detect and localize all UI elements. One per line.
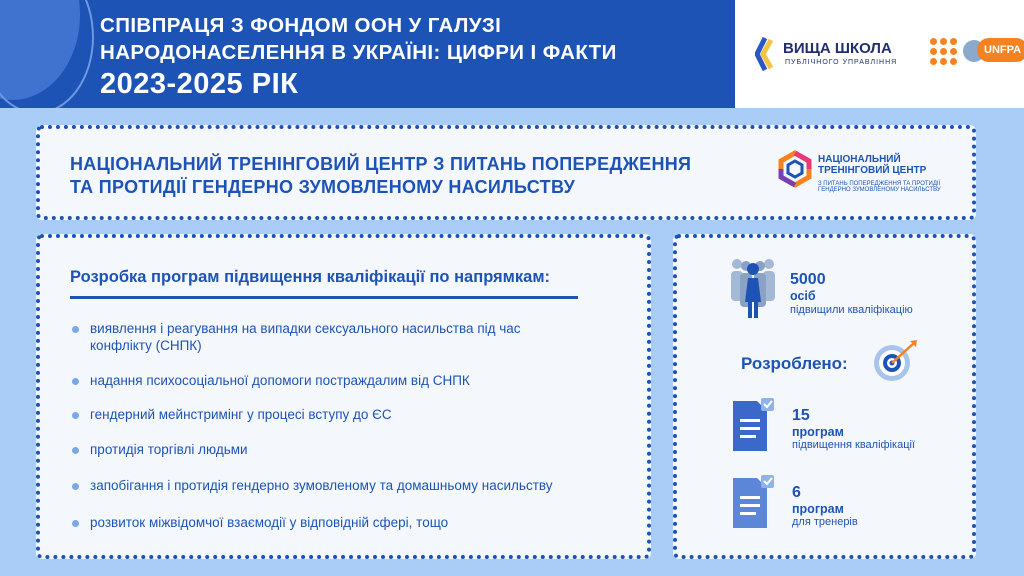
list-item-text: протидія торгівлі людьми <box>90 442 248 457</box>
logo-bar <box>735 0 1024 108</box>
center-logo-icon <box>778 150 812 188</box>
decorative-ring <box>0 0 94 108</box>
people-description: підвищили кваліфікацію <box>790 304 913 316</box>
list-item-text <box>90 320 620 354</box>
bullet-icon <box>72 378 79 385</box>
list-item-line2: конфлікту (СНПК) <box>90 338 202 353</box>
page-title-line1: СПІВПРАЦЯ З ФОНДОМ ООН У ГАЛУЗІ <box>100 14 502 37</box>
programs-unit-1: програм <box>792 425 844 439</box>
vsh-name: ВИЩА ШКОЛА <box>783 40 892 57</box>
document-check-icon <box>731 474 777 532</box>
vsh-mark-icon <box>755 36 777 72</box>
list-item-line1: виявлення і реагування на випадки сексуального насильства під час <box>90 321 521 336</box>
people-unit: осіб <box>790 289 816 303</box>
center-logo-line3: З ПИТАНЬ ПОПЕРЕДЖЕННЯ ТА ПРОТИДІЇ <box>818 181 941 187</box>
center-logo-line2: ТРЕНІНГОВИЙ ЦЕНТР <box>818 165 927 176</box>
page-title <box>100 12 617 66</box>
developed-label: Розроблено: <box>741 354 848 373</box>
programs-count-1: 15 <box>792 407 810 424</box>
center-title-line2: ТА ПРОТИДІЇ ГЕНДЕРНО ЗУМОВЛЕНОМУ НАСИЛЬСТВУ <box>70 177 576 197</box>
center-logo-title <box>818 154 926 176</box>
header-banner <box>0 0 735 108</box>
bullet-icon <box>72 520 79 527</box>
programs-unit-2: програм <box>792 502 844 516</box>
center-logo-subtitle <box>818 181 941 193</box>
bullet-icon <box>72 412 79 419</box>
bullet-icon <box>72 447 79 454</box>
heading-underline <box>70 296 578 299</box>
programs-description-2: для тренерів <box>792 516 858 528</box>
bullet-icon <box>72 326 79 333</box>
page-year: 2023-2025 РІК <box>100 68 299 100</box>
list-item-text: надання психосоціальної допомоги постраждалим від СНПК <box>90 373 470 388</box>
center-title <box>70 153 691 199</box>
center-logo-line4: ГЕНДЕРНО ЗУМОВЛЕНОМУ НАСИЛЬСТВУ <box>818 187 941 193</box>
list-item-text: розвиток міжвідомчої взаємодії у відповідній сфері, тощо <box>90 515 449 530</box>
programs-description-1: підвищення кваліфікації <box>792 439 915 451</box>
list-item-text: запобігання і протидія гендерно зумовленому та домашньому насильству <box>90 478 553 493</box>
document-check-icon <box>731 397 777 455</box>
unfpa-text: UNFPA <box>977 38 1024 62</box>
people-count: 5000 <box>790 271 826 288</box>
vsh-subtitle: ПУБЛІЧНОГО УПРАВЛІННЯ <box>785 59 898 66</box>
people-group-icon <box>726 254 780 320</box>
target-icon <box>870 338 920 384</box>
development-heading: Розробка програм підвищення кваліфікації по напрямкам: <box>70 268 551 286</box>
unfpa-dots-icon <box>930 38 957 65</box>
list-item-text: гендерний мейнстримінг у процесі вступу до ЄС <box>90 407 392 422</box>
programs-count-2: 6 <box>792 484 801 501</box>
center-title-line1: НАЦІОНАЛЬНИЙ ТРЕНІНГОВИЙ ЦЕНТР З ПИТАНЬ ПОПЕРЕДЖЕННЯ <box>70 154 692 174</box>
bullet-icon <box>72 483 79 490</box>
center-logo <box>778 150 941 193</box>
center-logo-line1: НАЦІОНАЛЬНИЙ <box>818 154 901 165</box>
page-title-line2: НАРОДОНАСЕЛЕННЯ В УКРАЇНІ: ЦИФРИ І ФАКТИ <box>100 41 617 64</box>
